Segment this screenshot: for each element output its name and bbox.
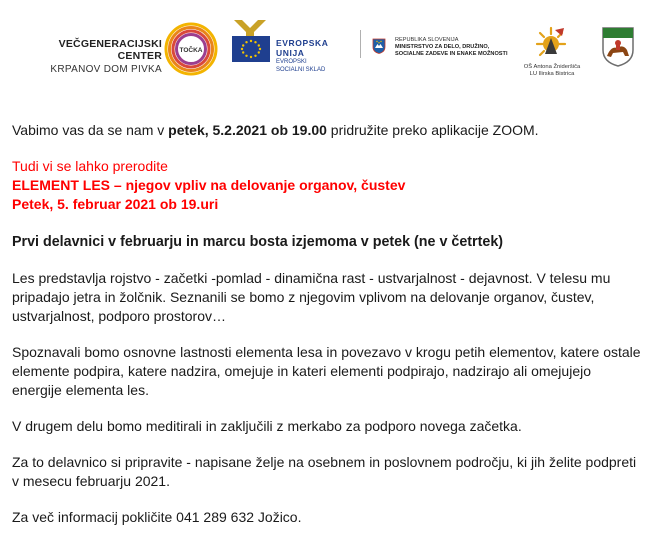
eu-sub1: EVROPSKI xyxy=(276,59,307,65)
schedule-note: Prvi delavnici v februarju in marcu bosta izjemoma v petek (ne v četrtek) xyxy=(12,234,504,250)
eu-flag-icon xyxy=(232,36,270,62)
os-line2: LU Ilirska Bistrica xyxy=(529,71,575,77)
vgc-name: VEČGENERACIJSKI CENTER xyxy=(58,38,162,62)
event-datetime: petek, 5.2.2021 ob 19.00 xyxy=(168,122,327,138)
slovenia-crest-icon xyxy=(372,38,386,54)
os-line1: OŠ Antona Žnideršiča xyxy=(523,64,581,70)
rs-line2: MINISTRSTVO ZA DELO, DRUŽINO, xyxy=(395,44,490,50)
contact-line: Za več informacij pokličite 041 289 632 Jožico. xyxy=(12,509,302,525)
eu-sub2: SOCIALNI SKLAD xyxy=(276,67,326,73)
event-date: Petek, 5. februar 2021 ob 19.uri xyxy=(12,196,219,212)
eu-title: EVROPSKA UNIJA xyxy=(276,38,329,58)
rs-line1: REPUBLIKA SLOVENIJA xyxy=(395,37,459,43)
vgc-location: KRPANOV DOM PIVKA xyxy=(50,64,162,75)
paragraph-4: Za to delavnico si pripravite - napisane želje na osebnem in poslovnem področju, ki jih želite podpreti v mesecu februarju 2021. xyxy=(12,454,637,489)
pivka-coat-of-arms-icon xyxy=(601,26,635,68)
eu-text xyxy=(276,38,356,74)
vgc-logo-text xyxy=(12,38,162,75)
intro-pre: Vabimo vas da se nam v xyxy=(12,122,169,138)
eu-deco-shape xyxy=(232,18,270,36)
ministry-text xyxy=(395,37,515,58)
rs-line3: SOCIALNE ZADEVE IN ENAKE MOŽNOSTI xyxy=(395,51,508,57)
logo-header xyxy=(0,0,654,100)
paragraph-3: V drugem delu bomo meditirali in zaključili z merkabo za podporo novega začetka. xyxy=(12,418,522,434)
school-text xyxy=(512,64,592,78)
event-headline xyxy=(12,157,642,214)
event-title: ELEMENT LES – njegov vpliv na delovanje organov, čustev xyxy=(12,177,406,193)
paragraph-2: Spoznavali bomo osnovne lastnosti elementa lesa in povezavo v krogu petih elementov, katere ostale elemente podpira, katere nadzira, omejuje in kateri elementi podpirajo, nadzirajo ali omejujejo energije elementa les. xyxy=(12,344,641,398)
invitation-body xyxy=(12,121,642,535)
paragraph-1: Les predstavlja rojstvo - začetki -pomlad - dinamična rast - ustvarjalnost - dejavnost. V telesu mu pripadajo jetra in žolčnik. Seznanili se bomo z njegovim vplivom na delovanje organov, čustev, ustvarjalnost, podporo prostorov… xyxy=(12,270,611,324)
intro-post: pridružite preko aplikacije ZOOM. xyxy=(326,122,539,138)
tocka-label: TOČKA xyxy=(179,47,203,54)
event-tagline: Tudi vi se lahko prerodite xyxy=(12,158,168,174)
logo-divider xyxy=(360,30,361,58)
intro-line xyxy=(12,121,642,140)
school-logo-icon xyxy=(531,24,571,64)
tocka-logo xyxy=(164,22,218,76)
